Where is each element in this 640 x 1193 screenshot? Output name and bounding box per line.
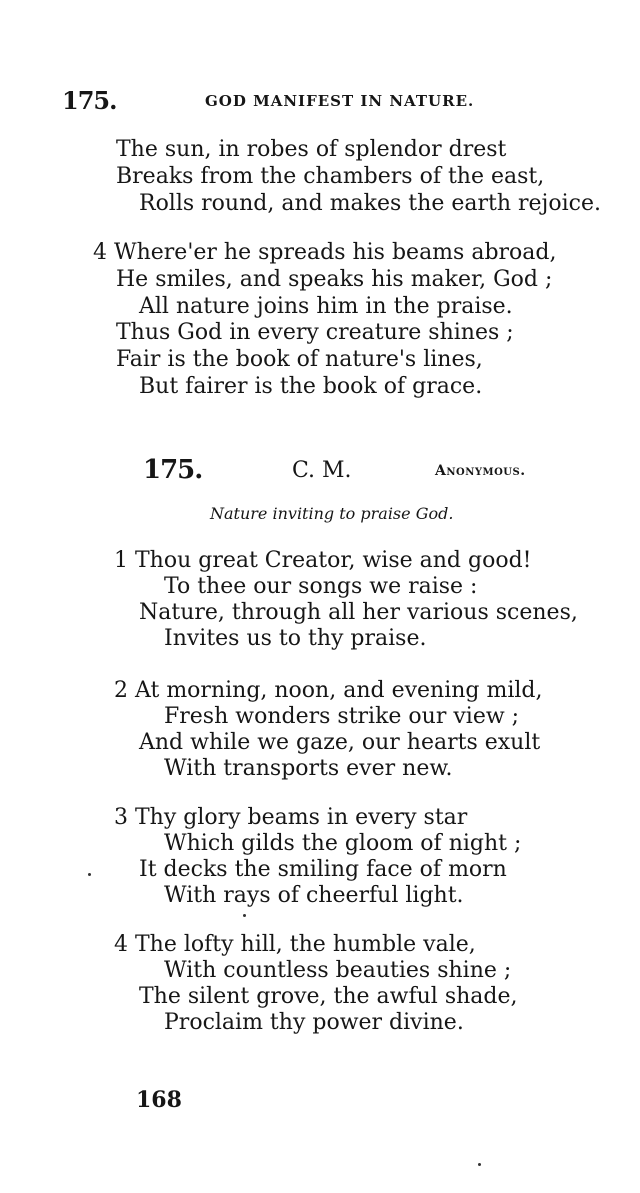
verse-line: 1 Thou great Creator, wise and good!	[114, 548, 532, 573]
verse-line: 2 At morning, noon, and evening mild,	[114, 678, 543, 703]
verse-line: Invites us to thy praise.	[164, 626, 427, 651]
verse-line: Fair is the book of nature's lines,	[116, 347, 483, 372]
verse-line: Rolls round, and makes the earth rejoice.	[139, 191, 601, 216]
verse-line: 4 The lofty hill, the humble vale,	[114, 932, 476, 957]
hymn-meter: C. M.	[292, 458, 352, 483]
print-speck	[243, 914, 246, 917]
print-speck	[478, 1163, 481, 1166]
verse-line: But fairer is the book of grace.	[139, 374, 483, 399]
print-speck	[88, 873, 91, 876]
verse-line: With transports ever new.	[164, 756, 453, 781]
verse-line: He smiles, and speaks his maker, God ;	[116, 267, 553, 292]
verse-line: The silent grove, the awful shade,	[139, 984, 518, 1009]
verse-line: And while we gaze, our hearts exult	[139, 730, 541, 755]
verse-line: Which gilds the gloom of night ;	[164, 831, 522, 856]
verse-line: Fresh wonders strike our view ;	[164, 704, 520, 729]
verse-line: To thee our songs we raise :	[164, 574, 478, 599]
running-header-title: GOD MANIFEST IN NATURE.	[205, 92, 475, 110]
page-folio: 168	[136, 1087, 182, 1113]
verse-line: Nature, through all her various scenes,	[139, 600, 578, 625]
verse-line: With countless beauties shine ;	[164, 958, 512, 983]
verse-line: 3 Thy glory beams in every star	[114, 805, 468, 830]
verse-line: The sun, in robes of splendor drest	[116, 137, 507, 162]
verse-line: All nature joins him in the praise.	[139, 294, 513, 319]
verse-line: 4 Where'er he spreads his beams abroad,	[93, 240, 557, 265]
hymn-author: Anonymous.	[435, 463, 526, 479]
hymn-number: 175.	[143, 455, 203, 485]
running-header-number: 175.	[62, 86, 117, 115]
verse-line: Thus God in every creature shines ;	[116, 320, 514, 345]
hymn-subtitle: Nature inviting to praise God.	[210, 504, 454, 523]
verse-line: Proclaim thy power divine.	[164, 1010, 464, 1035]
verse-line: It decks the smiling face of morn	[139, 857, 507, 882]
verse-line: Breaks from the chambers of the east,	[116, 164, 545, 189]
verse-line: With rays of cheerful light.	[164, 883, 464, 908]
